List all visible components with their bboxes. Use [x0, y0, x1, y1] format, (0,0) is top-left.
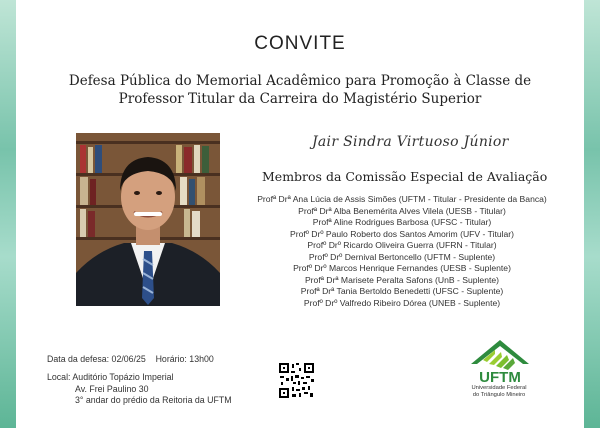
page-title: CONVITE — [254, 33, 346, 54]
logo-caption — [462, 385, 536, 399]
committee-member: Profª Drª Ana Lúcia de Assis Simões (UFTM - Titular - Presidente da Banca) — [257, 194, 547, 204]
committee-heading: Membros da Comissão Especial de Avaliação — [262, 169, 548, 184]
decorative-border-right — [584, 0, 600, 428]
subtitle-line: Professor Titular da Carreira do Magistério Superior — [118, 91, 482, 107]
location-line: Av. Frei Paulino 30 — [75, 383, 149, 394]
location-line: 3° andar do prédio da Reitoria da UFTM — [75, 395, 232, 406]
subtitle-line: Defesa Pública do Memorial Acadêmico para Promoção à Classe de — [68, 73, 532, 89]
candidate-photo — [76, 133, 220, 306]
committee-member: Profº Drº Marcos Henrique Fernandes (UESB - Suplente) — [293, 263, 511, 273]
candidate-name: Jair Sindra Virtuoso Júnior — [312, 134, 509, 150]
committee-member-list — [222, 194, 582, 309]
event-subtitle — [60, 72, 540, 108]
committee-member: Profª Drª Tania Bertoldo Benedetti (UFSC - Suplente) — [300, 286, 504, 296]
committee-member: Profº Drº Dernival Bertoncello (UFTM - Suplente) — [308, 251, 496, 262]
logo-caption-line: do Triângulo Mineiro — [472, 391, 526, 398]
committee-member: Profº Drº Ricardo Oliveira Guerra (UFRN - Titular) — [307, 240, 497, 250]
committee-member: Profª Drª Alba Benemérita Alves Vilela (UESB - Titular) — [298, 205, 506, 216]
logo-caption-line: Universidade Federal — [471, 385, 527, 391]
qr-code[interactable] — [278, 362, 315, 399]
committee-member: Profª Drª Marisete Peralta Safons (UnB - Suplente) — [304, 274, 500, 285]
committee-member: Profº Drº Paulo Roberto dos Santos Amorim (UFV - Titular) — [289, 228, 515, 239]
committee-member: Profº Drº Valfredo Ribeiro Dórea (UNEB - Suplente) — [303, 297, 501, 308]
location-line: Local: Auditório Topázio Imperial — [47, 372, 174, 382]
logo-wordmark: UFTM — [479, 369, 521, 386]
event-location — [47, 372, 232, 407]
committee-member: Profª Aline Rodrigues Barbosa (UFSC - Titular) — [312, 217, 492, 227]
decorative-border-left — [0, 0, 16, 428]
event-date-time: Data da defesa: 02/06/25 Horário: 13h00 — [47, 354, 214, 364]
